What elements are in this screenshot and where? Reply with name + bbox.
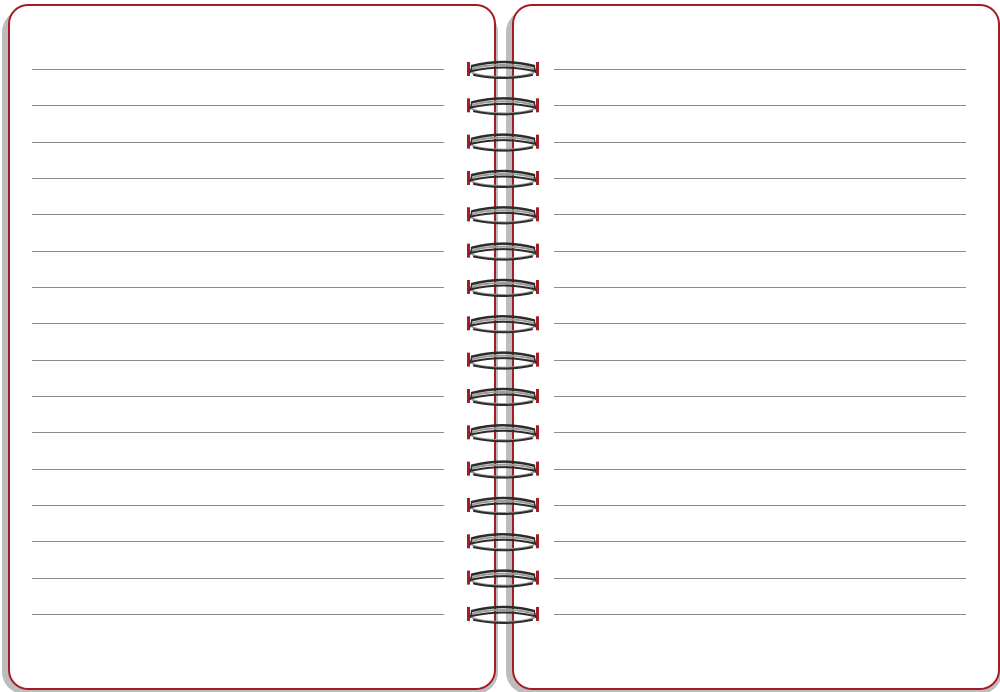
ruled-line — [554, 578, 966, 579]
ruled-line — [554, 614, 966, 615]
ruled-line — [32, 432, 444, 433]
ruled-line — [32, 541, 444, 542]
ruled-line — [32, 69, 444, 70]
ruled-line — [32, 578, 444, 579]
ruled-line — [554, 287, 966, 288]
ruled-line — [32, 360, 444, 361]
left-page[interactable] — [8, 4, 496, 690]
ruled-line — [554, 251, 966, 252]
ruled-line — [32, 287, 444, 288]
ruled-line — [554, 432, 966, 433]
ruled-line — [554, 323, 966, 324]
ruled-line — [554, 541, 966, 542]
ruled-line — [554, 178, 966, 179]
ruled-line — [554, 214, 966, 215]
ruled-line — [32, 323, 444, 324]
ruled-line — [32, 214, 444, 215]
ruled-line — [554, 69, 966, 70]
ruled-line — [554, 396, 966, 397]
ruled-line — [32, 614, 444, 615]
ruled-line — [554, 505, 966, 506]
ruled-line — [32, 251, 444, 252]
ruled-line — [554, 105, 966, 106]
ruled-line — [554, 360, 966, 361]
ruled-line — [32, 469, 444, 470]
ruled-line — [554, 142, 966, 143]
ruled-line — [32, 105, 444, 106]
ruled-line — [554, 469, 966, 470]
ruled-line — [32, 505, 444, 506]
ruled-line — [32, 178, 444, 179]
ruled-line — [32, 396, 444, 397]
right-page[interactable] — [512, 4, 1000, 690]
ruled-line — [32, 142, 444, 143]
